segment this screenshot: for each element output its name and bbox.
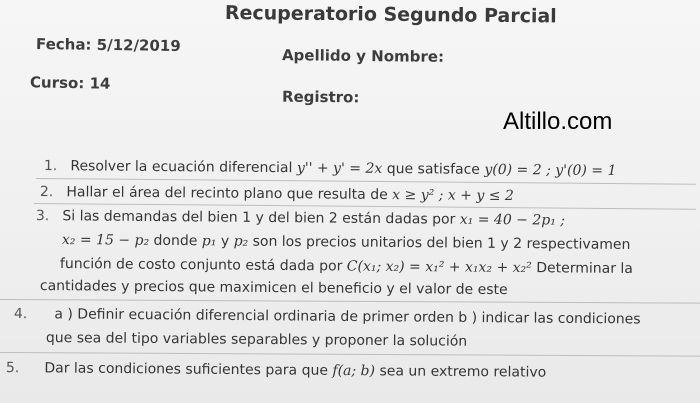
question-text: Si las demandas del bien 1 y del bien 2 están dadas por <box>62 208 460 228</box>
question-text: a ) Definir ecuación diferencial ordinaria de primer orden b ) indicar las condiciones <box>54 306 641 328</box>
question-text: que sea del tipo variables separables y proponer la solución <box>45 330 468 350</box>
equation: x ≥ y² ; x + y ≤ 2 <box>392 187 514 205</box>
watermark-logo: Altillo.com <box>503 108 613 135</box>
equation: x₁ = 40 − 2p₁ ; <box>459 211 566 229</box>
equation: f(a; b) <box>332 362 376 380</box>
exam-title: Recuperatorio Segundo Parcial <box>224 2 557 28</box>
date-label: Fecha: 5/12/2019 <box>35 34 181 56</box>
divider <box>0 299 700 304</box>
equation: y'' + y' = 2x <box>296 160 383 177</box>
question-4-line-2 <box>46 330 467 350</box>
question-text: cantidades y precios que maximicen el beneficio y el valor de este <box>39 278 508 299</box>
question-text: Resolver la ecuación diferencial <box>70 158 297 177</box>
question-5 <box>6 360 546 381</box>
registration-label: Registro: <box>281 87 360 107</box>
question-4-line-1 <box>14 306 641 327</box>
question-text: Dar las condiciones suficientes para que <box>44 360 333 379</box>
question-text: sea un extremo relativo <box>379 363 547 381</box>
question-text: Determinar la <box>536 260 633 277</box>
question-text: son los precios unitarios del bien 1 y 2 respectivamen <box>252 233 631 253</box>
divider <box>36 178 696 185</box>
equation: y(0) = 2 ; y'(0) = 1 <box>484 161 617 179</box>
question-number: 1. <box>43 158 58 175</box>
question-text: y <box>220 233 234 250</box>
question-3-line-4 <box>40 278 508 298</box>
name-label: Apellido y Nombre: <box>281 46 445 66</box>
question-3-line-2 <box>62 232 631 253</box>
variable: p₂ <box>233 233 249 250</box>
question-number: 3. <box>35 208 50 225</box>
equation: x₂ = 15 − p₂ <box>61 232 150 249</box>
question-1 <box>44 158 617 179</box>
question-text: donde <box>153 232 202 250</box>
question-number: 2. <box>39 184 54 201</box>
question-text: que satisface <box>386 160 485 178</box>
question-3-line-3 <box>60 256 633 277</box>
question-text: Hallar el área del recinto plano que resulta de <box>66 184 393 204</box>
equation: C(x₁; x₂) = x₁² + x₁x₂ + x₂² <box>346 258 532 277</box>
variable: p₁ <box>201 233 217 250</box>
divider <box>0 352 700 357</box>
question-3-line-1 <box>36 208 565 229</box>
question-number: 4. <box>13 306 28 323</box>
question-2 <box>40 184 514 204</box>
course-label: Curso: 14 <box>29 73 111 93</box>
question-number: 5. <box>5 360 20 377</box>
question-text: función de costo conjunto está dada por <box>59 256 347 275</box>
